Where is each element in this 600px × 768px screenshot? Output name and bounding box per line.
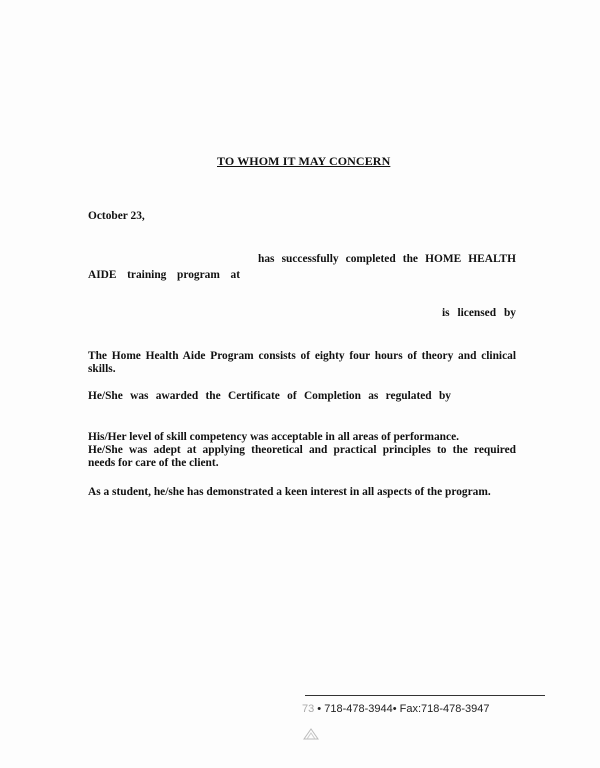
paragraph-1-line-1: has successfully completed the HOME HEALTH: [258, 253, 516, 265]
letter-date: October 23,: [88, 210, 145, 222]
paragraph-2-line-1: The Home Health Aide Program consists of eighty four hours of theory and clinical: [88, 350, 516, 362]
footer-divider: [305, 695, 545, 696]
paragraph-5-line-1: As a student, he/she has demonstrated a keen interest in all aspects of the program.: [88, 486, 491, 498]
paragraph-4-line-3: needs for care of the client.: [88, 457, 219, 469]
paragraph-1-line-2: AIDE training program at: [88, 269, 240, 281]
paragraph-2-line-2: skills.: [88, 363, 116, 375]
footer-contact-prefix: 73: [302, 703, 315, 715]
footer-contact-info: [302, 703, 490, 715]
footer-contact-main: • 718-478-3944• Fax:718-478-3947: [314, 703, 490, 715]
letter-heading: TO WHOM IT MAY CONCERN: [217, 154, 391, 168]
paragraph-3-line-1: He/She was awarded the Certificate of Completion as regulated by: [88, 390, 451, 402]
paragraph-4-line-2: He/She was adept at applying theoretical and practical principles to the required: [88, 444, 516, 456]
licensed-by-line: is licensed by: [442, 307, 516, 319]
paragraph-4-line-1: His/Her level of skill competency was acceptable in all areas of performance.: [88, 431, 459, 443]
corner-mark-icon: [302, 726, 320, 740]
